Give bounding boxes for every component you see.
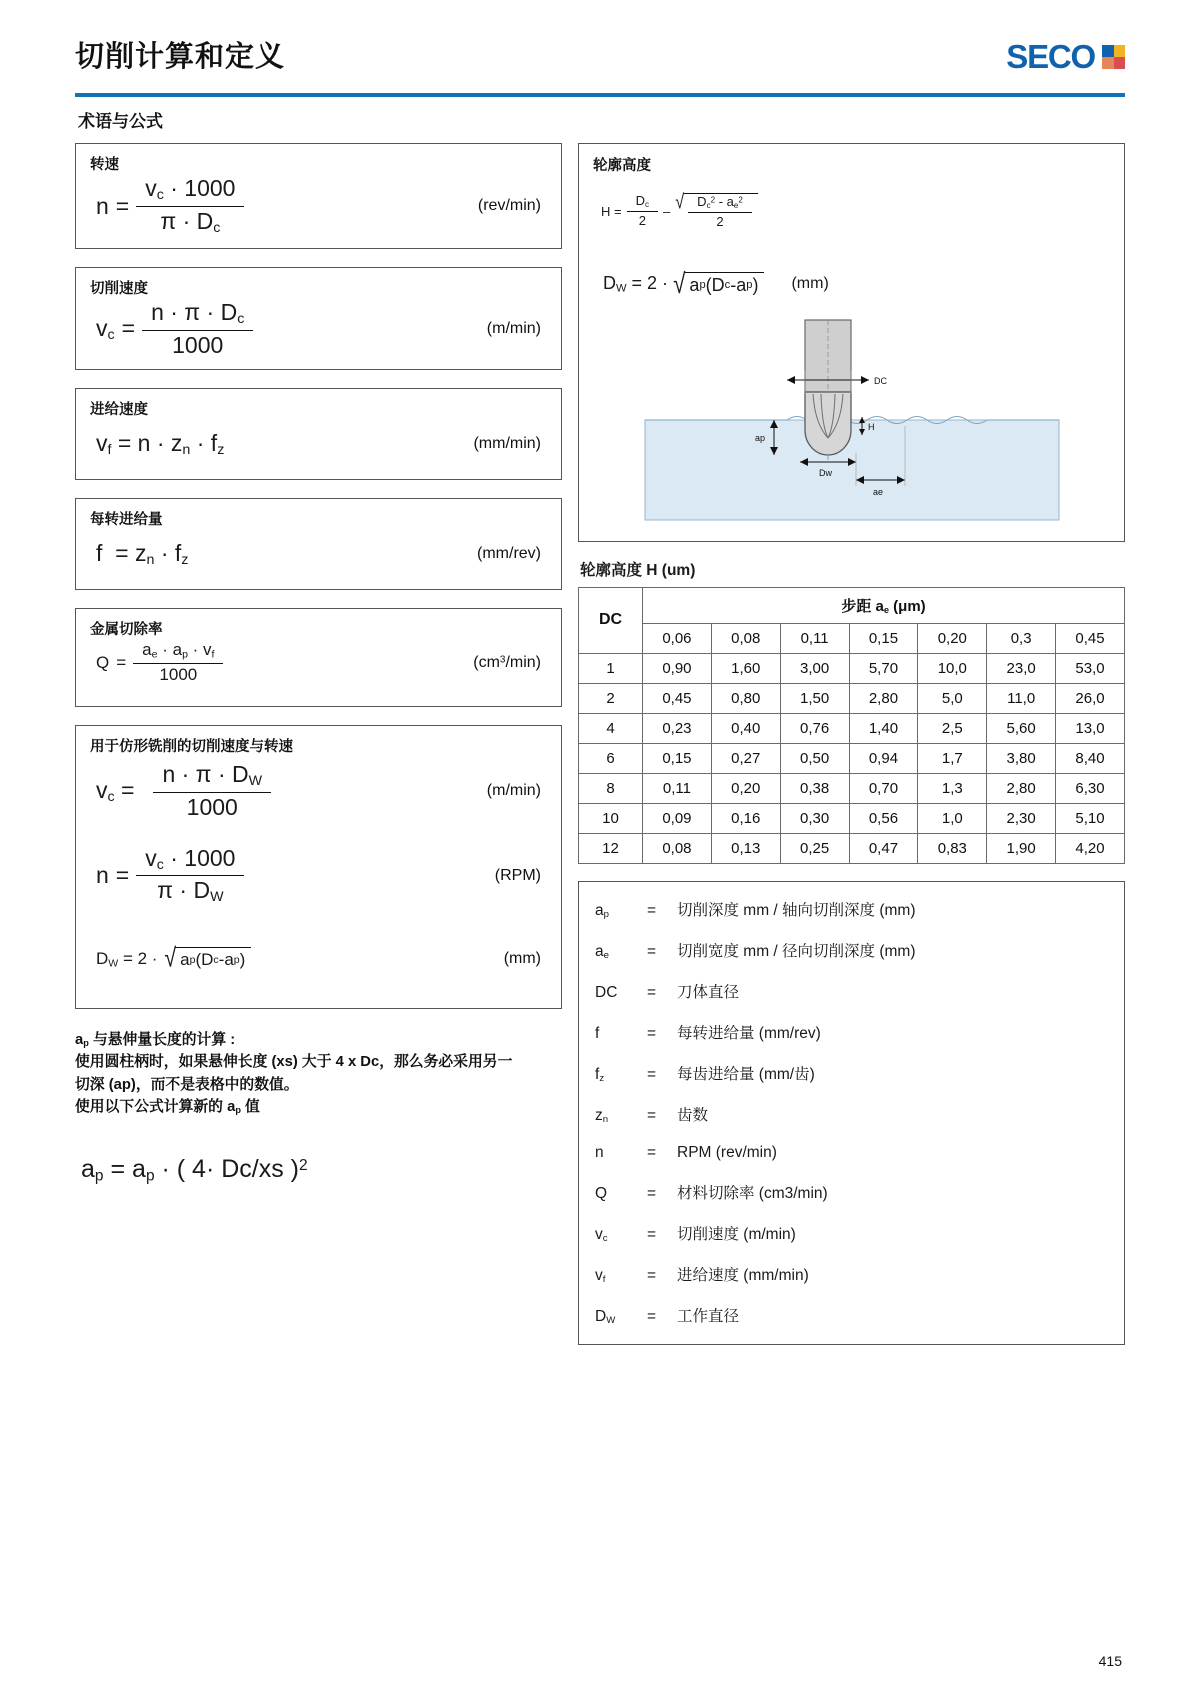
- page-number: 415: [1098, 1653, 1122, 1669]
- legend-symbol: $f_z$: [595, 1065, 605, 1084]
- legend-definition: 切削深度 mm / 轴向切削深度 (mm): [677, 901, 916, 919]
- table-cell-value: 4,20: [1056, 833, 1125, 863]
- symbol-legend-box: [578, 881, 1125, 1346]
- table-cell-dc: 1: [579, 653, 643, 683]
- legend-row: [595, 1144, 1114, 1162]
- table-cell-value: 0,13: [711, 833, 780, 863]
- legend-definition: 刀体直径: [677, 983, 740, 1001]
- table-cell-value: 23,0: [987, 653, 1056, 683]
- table-cell-dc: 4: [579, 713, 643, 743]
- table-cell-value: 0,90: [643, 653, 712, 683]
- table-header-stepover: 步距 $a_e$ (μm): [643, 587, 1125, 623]
- table-cell-value: 53,0: [1056, 653, 1125, 683]
- table-cell-value: 0,70: [849, 773, 918, 803]
- table-cell-value: 0,40: [711, 713, 780, 743]
- table-cell-value: 0,47: [849, 833, 918, 863]
- legend-equals: =: [647, 1024, 657, 1042]
- table-cell-value: 3,80: [987, 743, 1056, 773]
- table-cell-value: 8,40: [1056, 743, 1125, 773]
- legend-equals: =: [647, 1225, 657, 1243]
- formula-unit: $(cm^3/\min)$: [473, 653, 541, 671]
- table-cell-value: 0,38: [780, 773, 849, 803]
- formula-box-feed-rate: [75, 388, 562, 480]
- table-cell-value: 0,45: [643, 683, 712, 713]
- title-divider: [75, 93, 1125, 97]
- legend-row: [595, 1222, 1114, 1244]
- table-cell-value: 0,83: [918, 833, 987, 863]
- legend-symbol: $a_e$: [595, 942, 609, 961]
- formula-new-ap: $a_p = a_p$ · ( 4· Dc/xs )$^2$: [81, 1154, 308, 1185]
- table-cell-value: 0,08: [643, 833, 712, 863]
- formula-profile-height-H: H = $\frac{D_c}{2}$ – √ $\frac{D_c^2 - a_e^2}{2}$: [601, 193, 1110, 230]
- legend-definition: 切削速度 (m/min): [677, 1225, 796, 1243]
- formula-box-feed-per-rev: [75, 498, 562, 590]
- table-column-header: 0,08: [711, 623, 780, 653]
- legend-row: [595, 1021, 1114, 1043]
- table-cell-dc: 8: [579, 773, 643, 803]
- formula-spindle-speed: n = $\frac{v_c \cdot 1000}{\pi \cdot D_c}$: [90, 176, 244, 236]
- formula-feed-rate: $v_f = n \cdot z_n \cdot f_z$: [96, 430, 225, 459]
- table-cell-value: 0,50: [780, 743, 849, 773]
- formula-unit: (mm): [503, 949, 541, 967]
- table-cell-value: 0,30: [780, 803, 849, 833]
- diagram-label-ae: ae: [872, 486, 883, 497]
- legend-row: [595, 1062, 1114, 1084]
- formula-metal-removal-rate: Q = $\frac{a_e \cdot a_p \cdot v_f}{1000}$: [90, 641, 223, 684]
- note-heading: $a_p$ 与悬伸量长度的计算 :: [75, 1031, 236, 1048]
- legend-definition: RPM (rev/min): [677, 1143, 777, 1161]
- table-cell-dc: 2: [579, 683, 643, 713]
- table-cell-value: 1,7: [918, 743, 987, 773]
- formula-box-spindle-speed: [75, 143, 562, 249]
- table-row: [579, 833, 1125, 863]
- table-cell-value: 5,60: [987, 713, 1056, 743]
- legend-symbol: $a_p$: [595, 901, 609, 920]
- table-cell-value: 0,80: [711, 683, 780, 713]
- table-cell-value: 1,90: [987, 833, 1056, 863]
- diagram-label-h: H: [867, 421, 874, 432]
- formula-title: 金属切除率: [90, 622, 163, 639]
- table-cell-value: 0,16: [711, 803, 780, 833]
- table-cell-value: 0,09: [643, 803, 712, 833]
- legend-equals: =: [647, 1308, 657, 1326]
- table-column-header: 0,20: [918, 623, 987, 653]
- formula-profile-working-diameter: $D_W = 2$ · √ a p (D c -a p ) (mm): [603, 267, 829, 299]
- legend-row: [595, 898, 1114, 920]
- profile-height-box: [578, 143, 1125, 542]
- legend-symbol: Q: [595, 1184, 608, 1202]
- formula-unit: (mm/rev): [477, 545, 541, 563]
- note-line: 使用圆柱柄时，如果悬伸长度 (xs) 大于 4 x Dc，那么务必采用另一: [75, 1054, 513, 1071]
- legend-definition: 材料切除率 (cm3/min): [677, 1184, 828, 1202]
- table-cell-value: 1,40: [849, 713, 918, 743]
- table-column-header: 0,3: [987, 623, 1056, 653]
- legend-row: [595, 939, 1114, 961]
- note-line: 使用以下公式计算新的 $a_p$ 值: [75, 1099, 260, 1116]
- legend-definition: 进给速度 (mm/min): [677, 1267, 809, 1285]
- symbol-legend-list: [595, 898, 1114, 1327]
- table-column-header: 0,15: [849, 623, 918, 653]
- legend-row: [595, 1181, 1114, 1203]
- table-caption: 轮廓高度 H (um): [580, 561, 696, 579]
- formula-unit: (RPM): [494, 866, 541, 884]
- table-cell-value: 1,50: [780, 683, 849, 713]
- table-column-header: 0,45: [1056, 623, 1125, 653]
- table-cell-value: 3,00: [780, 653, 849, 683]
- diagram-label-dw: Dw: [818, 467, 832, 478]
- note-heading-symbol: $a_p$: [75, 1031, 89, 1048]
- legend-symbol: $v_c$: [595, 1225, 608, 1245]
- formula-unit: (m/min): [486, 319, 541, 337]
- formula-profile-rpm: n = $\frac{v_c \cdot 1000}{\pi \cdot D_W}$: [90, 846, 244, 906]
- profile-height-title: 轮廓高度: [593, 158, 651, 174]
- formula-cutting-speed: $v_c$ = $\frac{n \cdot \pi \cdot D_c}{1000}$: [90, 300, 253, 357]
- table-cell-value: 1,3: [918, 773, 987, 803]
- formula-unit: (m/min): [486, 782, 541, 800]
- formula-box-cutting-speed: [75, 267, 562, 370]
- page-title: 切削计算和定义: [75, 41, 286, 73]
- table-cell-value: 0,23: [643, 713, 712, 743]
- table-cell-dc: 6: [579, 743, 643, 773]
- legend-symbol: $z_n$: [595, 1106, 609, 1125]
- table-column-headers: [579, 623, 1125, 653]
- table-cell-value: 2,80: [987, 773, 1056, 803]
- legend-symbol: DC: [595, 983, 618, 1001]
- formula-unit: (rev/min): [477, 197, 541, 215]
- formula-title: 转速: [90, 157, 119, 173]
- legend-definition: 每齿进给量 (mm/齿): [677, 1065, 815, 1083]
- legend-row: [595, 1263, 1114, 1285]
- formula-feed-per-rev: $f = z_n \cdot f_z$: [96, 540, 189, 569]
- table-cell-dc: 10: [579, 803, 643, 833]
- legend-definition: 每转进给量 (mm/rev): [677, 1024, 821, 1042]
- table-cell-value: 0,15: [643, 743, 712, 773]
- formula-title: 用于仿形铣削的切削速度与转速: [90, 739, 293, 756]
- formula-title: 进给速度: [90, 402, 148, 419]
- legend-equals: =: [647, 1106, 657, 1124]
- table-cell-value: 11,0: [987, 683, 1056, 713]
- formula-unit: (mm): [791, 274, 829, 292]
- table-row: [579, 713, 1125, 743]
- table-row: [579, 653, 1125, 683]
- table-row: [579, 803, 1125, 833]
- table-row: [579, 683, 1125, 713]
- legend-equals: =: [647, 1267, 657, 1285]
- table-column-header: 0,06: [643, 623, 712, 653]
- legend-equals: =: [647, 942, 657, 960]
- legend-definition: 齿数: [677, 1106, 709, 1124]
- legend-row: [595, 1103, 1114, 1125]
- table-cell-dc: 12: [579, 833, 643, 863]
- section-label: 术语与公式: [78, 112, 163, 131]
- seco-logo: [1006, 38, 1125, 76]
- formula-box-profile-milling: [75, 725, 562, 1008]
- formula-working-diameter: $D_W = 2$ · √ a p (D c -a p ): [90, 947, 251, 970]
- formula-title: 每转进给量: [90, 512, 163, 529]
- legend-equals: =: [647, 901, 657, 919]
- table-cell-value: 5,0: [918, 683, 987, 713]
- table-cell-value: 0,94: [849, 743, 918, 773]
- table-cell-value: 0,11: [643, 773, 712, 803]
- ball-nose-tool-diagram: [637, 310, 1067, 525]
- note-line: 切深 (ap)，而不是表格中的数值。: [75, 1076, 299, 1093]
- table-cell-value: 2,80: [849, 683, 918, 713]
- profile-height-table: [578, 587, 1125, 864]
- left-column: [75, 143, 562, 1185]
- table-cell-value: 2,30: [987, 803, 1056, 833]
- legend-equals: =: [647, 1184, 657, 1202]
- table-cell-value: 26,0: [1056, 683, 1125, 713]
- ap-overhang-note: [75, 1029, 562, 1119]
- page-header: [75, 30, 1125, 92]
- table-cell-value: 2,5: [918, 713, 987, 743]
- table-cell-value: 13,0: [1056, 713, 1125, 743]
- table-body: [579, 653, 1125, 863]
- legend-definition: 切削宽度 mm / 径向切削深度 (mm): [677, 942, 916, 960]
- table-column-header: 0,11: [780, 623, 849, 653]
- table-cell-value: 1,0: [918, 803, 987, 833]
- logo-wordmark: SECO: [1006, 38, 1095, 75]
- formula-box-metal-removal-rate: [75, 608, 562, 707]
- legend-equals: =: [647, 1143, 657, 1161]
- diagram-label-dc: DC: [873, 375, 887, 386]
- legend-equals: =: [647, 1065, 657, 1083]
- table-header-dc: DC: [579, 587, 643, 653]
- table-cell-value: 5,70: [849, 653, 918, 683]
- logo-squares-icon: [1102, 45, 1125, 69]
- table-row: [579, 773, 1125, 803]
- legend-row: [595, 1304, 1114, 1326]
- legend-symbol: f: [595, 1024, 600, 1042]
- table-cell-value: 1,60: [711, 653, 780, 683]
- legend-symbol: n: [595, 1143, 604, 1161]
- legend-symbol: $D_W$: [595, 1308, 616, 1327]
- tool-diagram-svg: [637, 310, 1067, 525]
- table-cell-value: 6,30: [1056, 773, 1125, 803]
- formula-title: 切削速度: [90, 281, 148, 298]
- legend-row: [595, 980, 1114, 1002]
- table-cell-value: 0,25: [780, 833, 849, 863]
- right-column: [578, 143, 1125, 1345]
- table-cell-value: 0,76: [780, 713, 849, 743]
- diagram-label-ap: ap: [754, 432, 765, 443]
- table-cell-value: 0,27: [711, 743, 780, 773]
- table-row: [579, 743, 1125, 773]
- legend-symbol: $v_f$: [595, 1267, 606, 1286]
- table-cell-value: 5,10: [1056, 803, 1125, 833]
- legend-equals: =: [647, 983, 657, 1001]
- table-cell-value: 0,56: [849, 803, 918, 833]
- formula-unit: (mm/min): [473, 435, 541, 453]
- formula-profile-cutting-speed: $v_c$ = $\frac{n \cdot \pi \cdot D_W}{1000}$: [90, 762, 271, 819]
- table-cell-value: 0,20: [711, 773, 780, 803]
- legend-definition: 工作直径: [677, 1308, 740, 1326]
- table-cell-value: 10,0: [918, 653, 987, 683]
